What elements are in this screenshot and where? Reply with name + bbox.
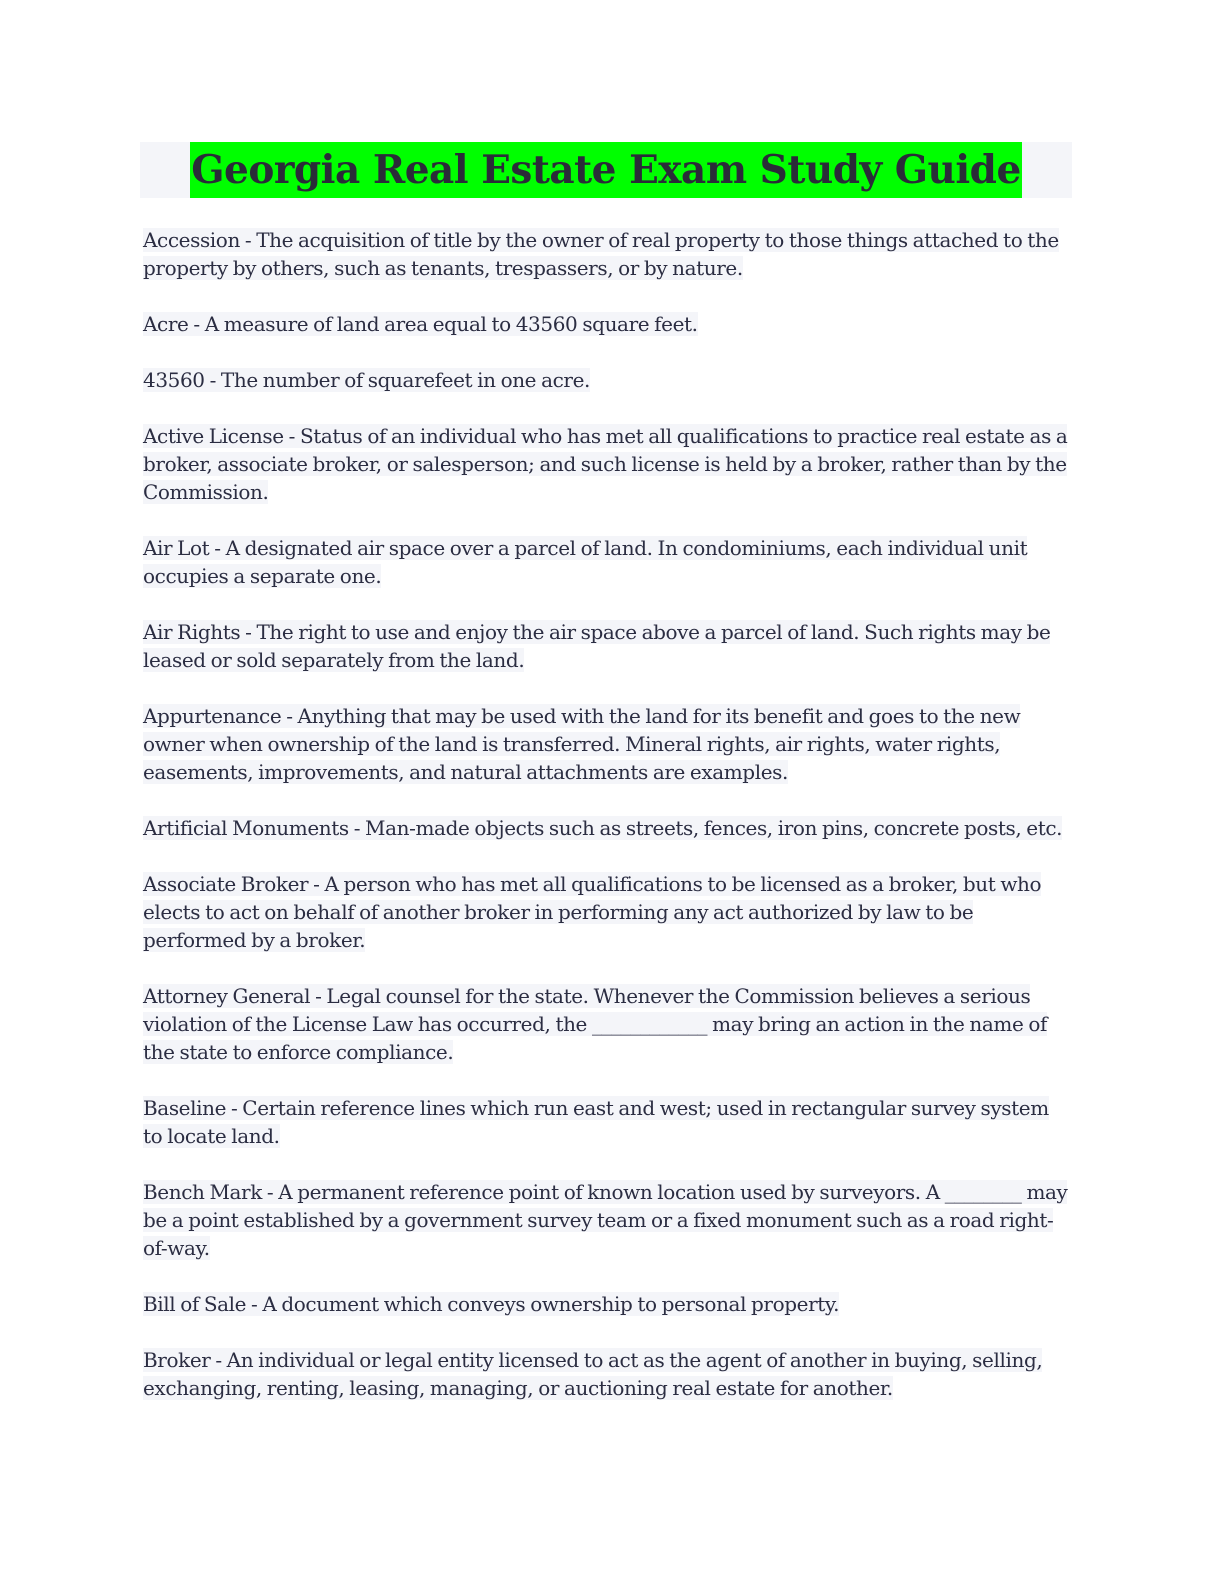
glossary-entry: [143, 702, 1073, 786]
glossary-entry: [143, 982, 1073, 1066]
entry-text: Baseline - Certain reference lines which run east and west; used in rectangular survey system to locate land.: [143, 1096, 1049, 1148]
glossary-entry: [143, 870, 1073, 954]
entry-text: Bill of Sale - A document which conveys ownership to personal property.: [143, 1292, 840, 1316]
glossary-entry: [143, 226, 1073, 282]
entry-text: Accession - The acquisition of title by the owner of real property to those things attached to the property by others, such as tenants, trespassers, or by nature.: [143, 228, 1059, 280]
entry-text: Attorney General - Legal counsel for the state. Whenever the Commission believes a serious violation of the License Law has occurred, the ____________ may bring an action in the name of the state to enforce compliance.: [143, 984, 1048, 1064]
entry-text: Appurtenance - Anything that may be used with the land for its benefit and goes to the new owner when ownership of the land is transferred. Mineral rights, air rights, water rights, easements, improvements, and natural attachments are examples.: [143, 704, 1021, 784]
entry-text: Air Lot - A designated air space over a parcel of land. In condominiums, each individual unit occupies a separate one.: [143, 536, 1028, 588]
glossary-entry: [143, 366, 1073, 394]
entry-text: Active License - Status of an individual who has met all qualifications to practice real estate as a broker, associate broker, or salesperson; and such license is held by a broker, rather than by the Commission.: [143, 424, 1068, 504]
title-band: [140, 142, 1072, 198]
glossary-entry: [143, 1178, 1073, 1262]
glossary-entry: [143, 1290, 1073, 1318]
entry-text: 43560 - The number of squarefeet in one acre.: [143, 368, 590, 392]
entry-text: Air Rights - The right to use and enjoy the air space above a parcel of land. Such rights may be leased or sold separately from the land.: [143, 620, 1051, 672]
glossary-entry: [143, 618, 1073, 674]
glossary-list: [143, 226, 1073, 1430]
entry-text: Broker - An individual or legal entity licensed to act as the agent of another in buying, selling, exchanging, renting, leasing, managing, or auctioning real estate for another.: [143, 1348, 1043, 1400]
page-title: Georgia Real Estate Exam Study Guide: [190, 142, 1022, 198]
glossary-entry: [143, 310, 1073, 338]
glossary-entry: [143, 814, 1073, 842]
glossary-entry: [143, 534, 1073, 590]
glossary-entry: [143, 422, 1073, 506]
glossary-entry: [143, 1346, 1073, 1402]
glossary-entry: [143, 1094, 1073, 1150]
entry-text: Bench Mark - A permanent reference point of known location used by surveyors. A ________ may be a point established by a government survey team or a fixed monument such as a road right-of-way.: [143, 1180, 1068, 1260]
entry-text: Acre - A measure of land area equal to 43560 square feet.: [143, 312, 698, 336]
entry-text: Associate Broker - A person who has met all qualifications to be licensed as a broker, but who elects to act on behalf of another broker in performing any act authorized by law to be performed by a broker.: [143, 872, 1042, 952]
entry-text: Artificial Monuments - Man-made objects such as streets, fences, iron pins, concrete posts, etc.: [143, 816, 1063, 840]
